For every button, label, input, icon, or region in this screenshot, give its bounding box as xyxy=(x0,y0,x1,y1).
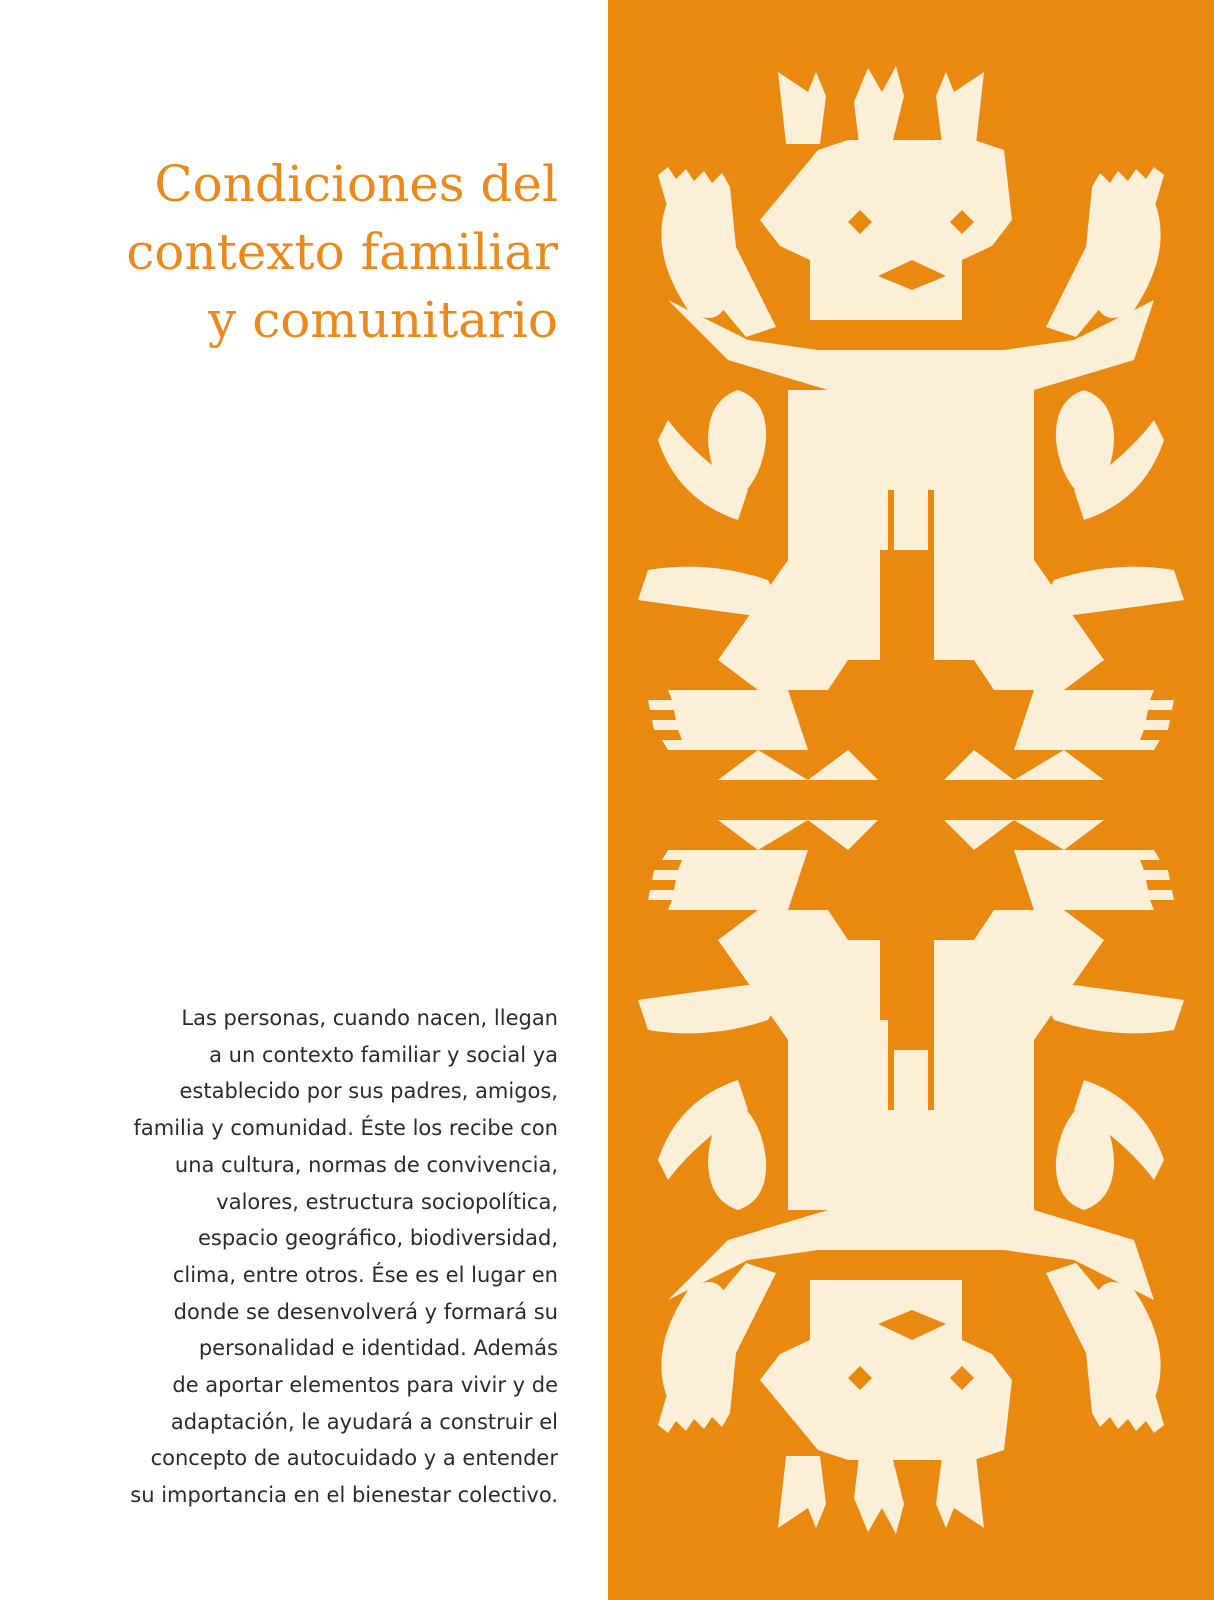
title-line: contexto familiar xyxy=(126,223,558,281)
body-line: a un contexto familiar y social ya xyxy=(209,1042,558,1067)
body-line: donde se desenvolverá y formará su xyxy=(173,1299,558,1324)
body-line: adaptación, le ayudará a construir el xyxy=(170,1409,558,1434)
body-line: personalidad e identidad. Además xyxy=(198,1336,558,1361)
body-line: su importancia en el bienestar colectivo. xyxy=(130,1483,558,1508)
papel-picado-figures-icon xyxy=(608,0,1214,1600)
title-line: Condiciones del xyxy=(154,155,558,213)
illustration-panel xyxy=(608,0,1214,1600)
body-line: concepto de autocuidado y a entender xyxy=(150,1446,558,1471)
page-title xyxy=(60,150,558,354)
body-line: una cultura, normas de convivencia, xyxy=(174,1152,558,1177)
body-line: Las personas, cuando nacen, llegan xyxy=(181,1006,558,1030)
body-line: clima, entre otros. Ése es el lugar en xyxy=(172,1262,558,1287)
body-line: de aportar elementos para vivir y de xyxy=(172,1373,558,1398)
body-line: espacio geográfico, biodiversidad, xyxy=(197,1226,558,1251)
body-line: familia y comunidad. Éste los recibe con xyxy=(133,1116,558,1141)
body-line: valores, estructura sociopolítica, xyxy=(216,1189,558,1214)
body-line: establecido por sus padres, amigos, xyxy=(179,1079,558,1104)
body-paragraph xyxy=(40,1000,558,1514)
title-line: y comunitario xyxy=(208,291,558,349)
